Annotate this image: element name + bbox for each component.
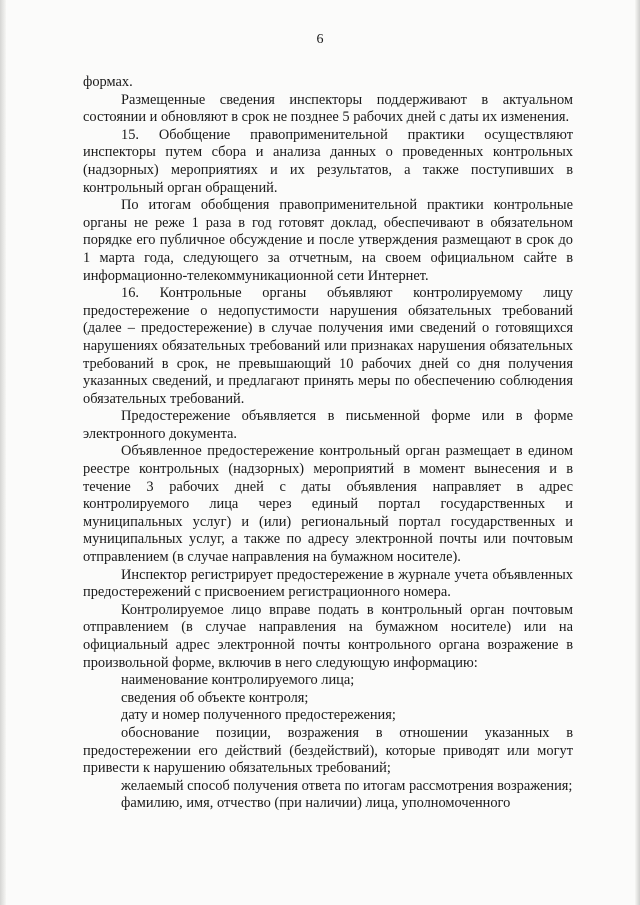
list-item: желаемый способ получения ответа по итогам рассмотрения возражения;: [121, 777, 573, 794]
paragraph: Объявленное предостережение контрольный орган размещает в едином реестре контрольных (надзорных) мероприятий в момент вынесения и в течение 3 рабочих дней с даты объявления направляет в адрес контролируемого лица через единый портал государственных и муниципальных услуг) и (или) региональный портал государственных и муниципальных услуг, а также по адресу электронной почты или почтовым отправлением (в случае направления на бумажном носителе).: [83, 443, 573, 566]
page-number: 6: [316, 32, 324, 47]
document-body: [83, 74, 573, 813]
paragraph: Размещенные сведения инспекторы поддерживают в актуальном состоянии и обновляют в срок не позднее 5 рабочих дней с даты их изменения.: [83, 91, 573, 126]
list-item: обоснование позиции, возражения в отношении указанных в предостережении его действий (бездействий), которые приводят или могут привести к нарушению обязательных требований;: [83, 724, 573, 777]
paragraph: Контролируемое лицо вправе подать в контрольный орган почтовым отправлением (в случае направления на бумажном носителе) или на официальный адрес электронной почты контрольного органа возражение в произвольной форме, включив в него следующую информацию:: [83, 601, 573, 671]
list-item: наименование контролируемого лица;: [121, 672, 355, 689]
paragraph: Инспектор регистрирует предостережение в журнале учета объявленных предостережений с присвоением регистрационного номера.: [83, 566, 573, 601]
paragraph: Предостережение объявляется в письменной форме или в форме электронного документа.: [83, 408, 573, 442]
list-item: дату и номер полученного предостережения;: [121, 707, 396, 724]
paragraph: По итогам обобщения правоприменительной практики контрольные органы не реже 1 раза в год готовят доклад, обеспечивают в обязательном порядке его публичное обсуждение и после утверждения размещают в срок до 1 марта года, следующего за отчетным, на своем официальном сайте в информационно-телекоммуникационной сети Интернет.: [83, 197, 573, 284]
paragraph-item-16: 16. Контрольные органы объявляют контролируемому лицу предостережение о недопустимости нарушения обязательных требований (далее – предостережение) в случае получения ими сведений о готовящихся нарушениях обязательных требований или признаках нарушения обязательных требований в срок, не превышающий 10 рабочих дней со дня получения указанных сведений, и предлагают принять меры по обеспечению соблюдения обязательных требований.: [83, 285, 573, 407]
paragraph-item-15: 15. Обобщение правоприменительной практики осуществляют инспекторы путем сбора и анализа данных о проведенных контрольных (надзорных) мероприятиях и их результатов, а также поступивших в контрольный орган обращений.: [83, 126, 573, 196]
paragraph: формах.: [83, 74, 133, 90]
list-item: фамилию, имя, отчество (при наличии) лица, уполномоченного: [121, 795, 511, 812]
scan-edge-left: [0, 0, 6, 905]
scan-edge-right: [635, 0, 640, 905]
list-item: сведения об объекте контроля;: [121, 689, 309, 706]
